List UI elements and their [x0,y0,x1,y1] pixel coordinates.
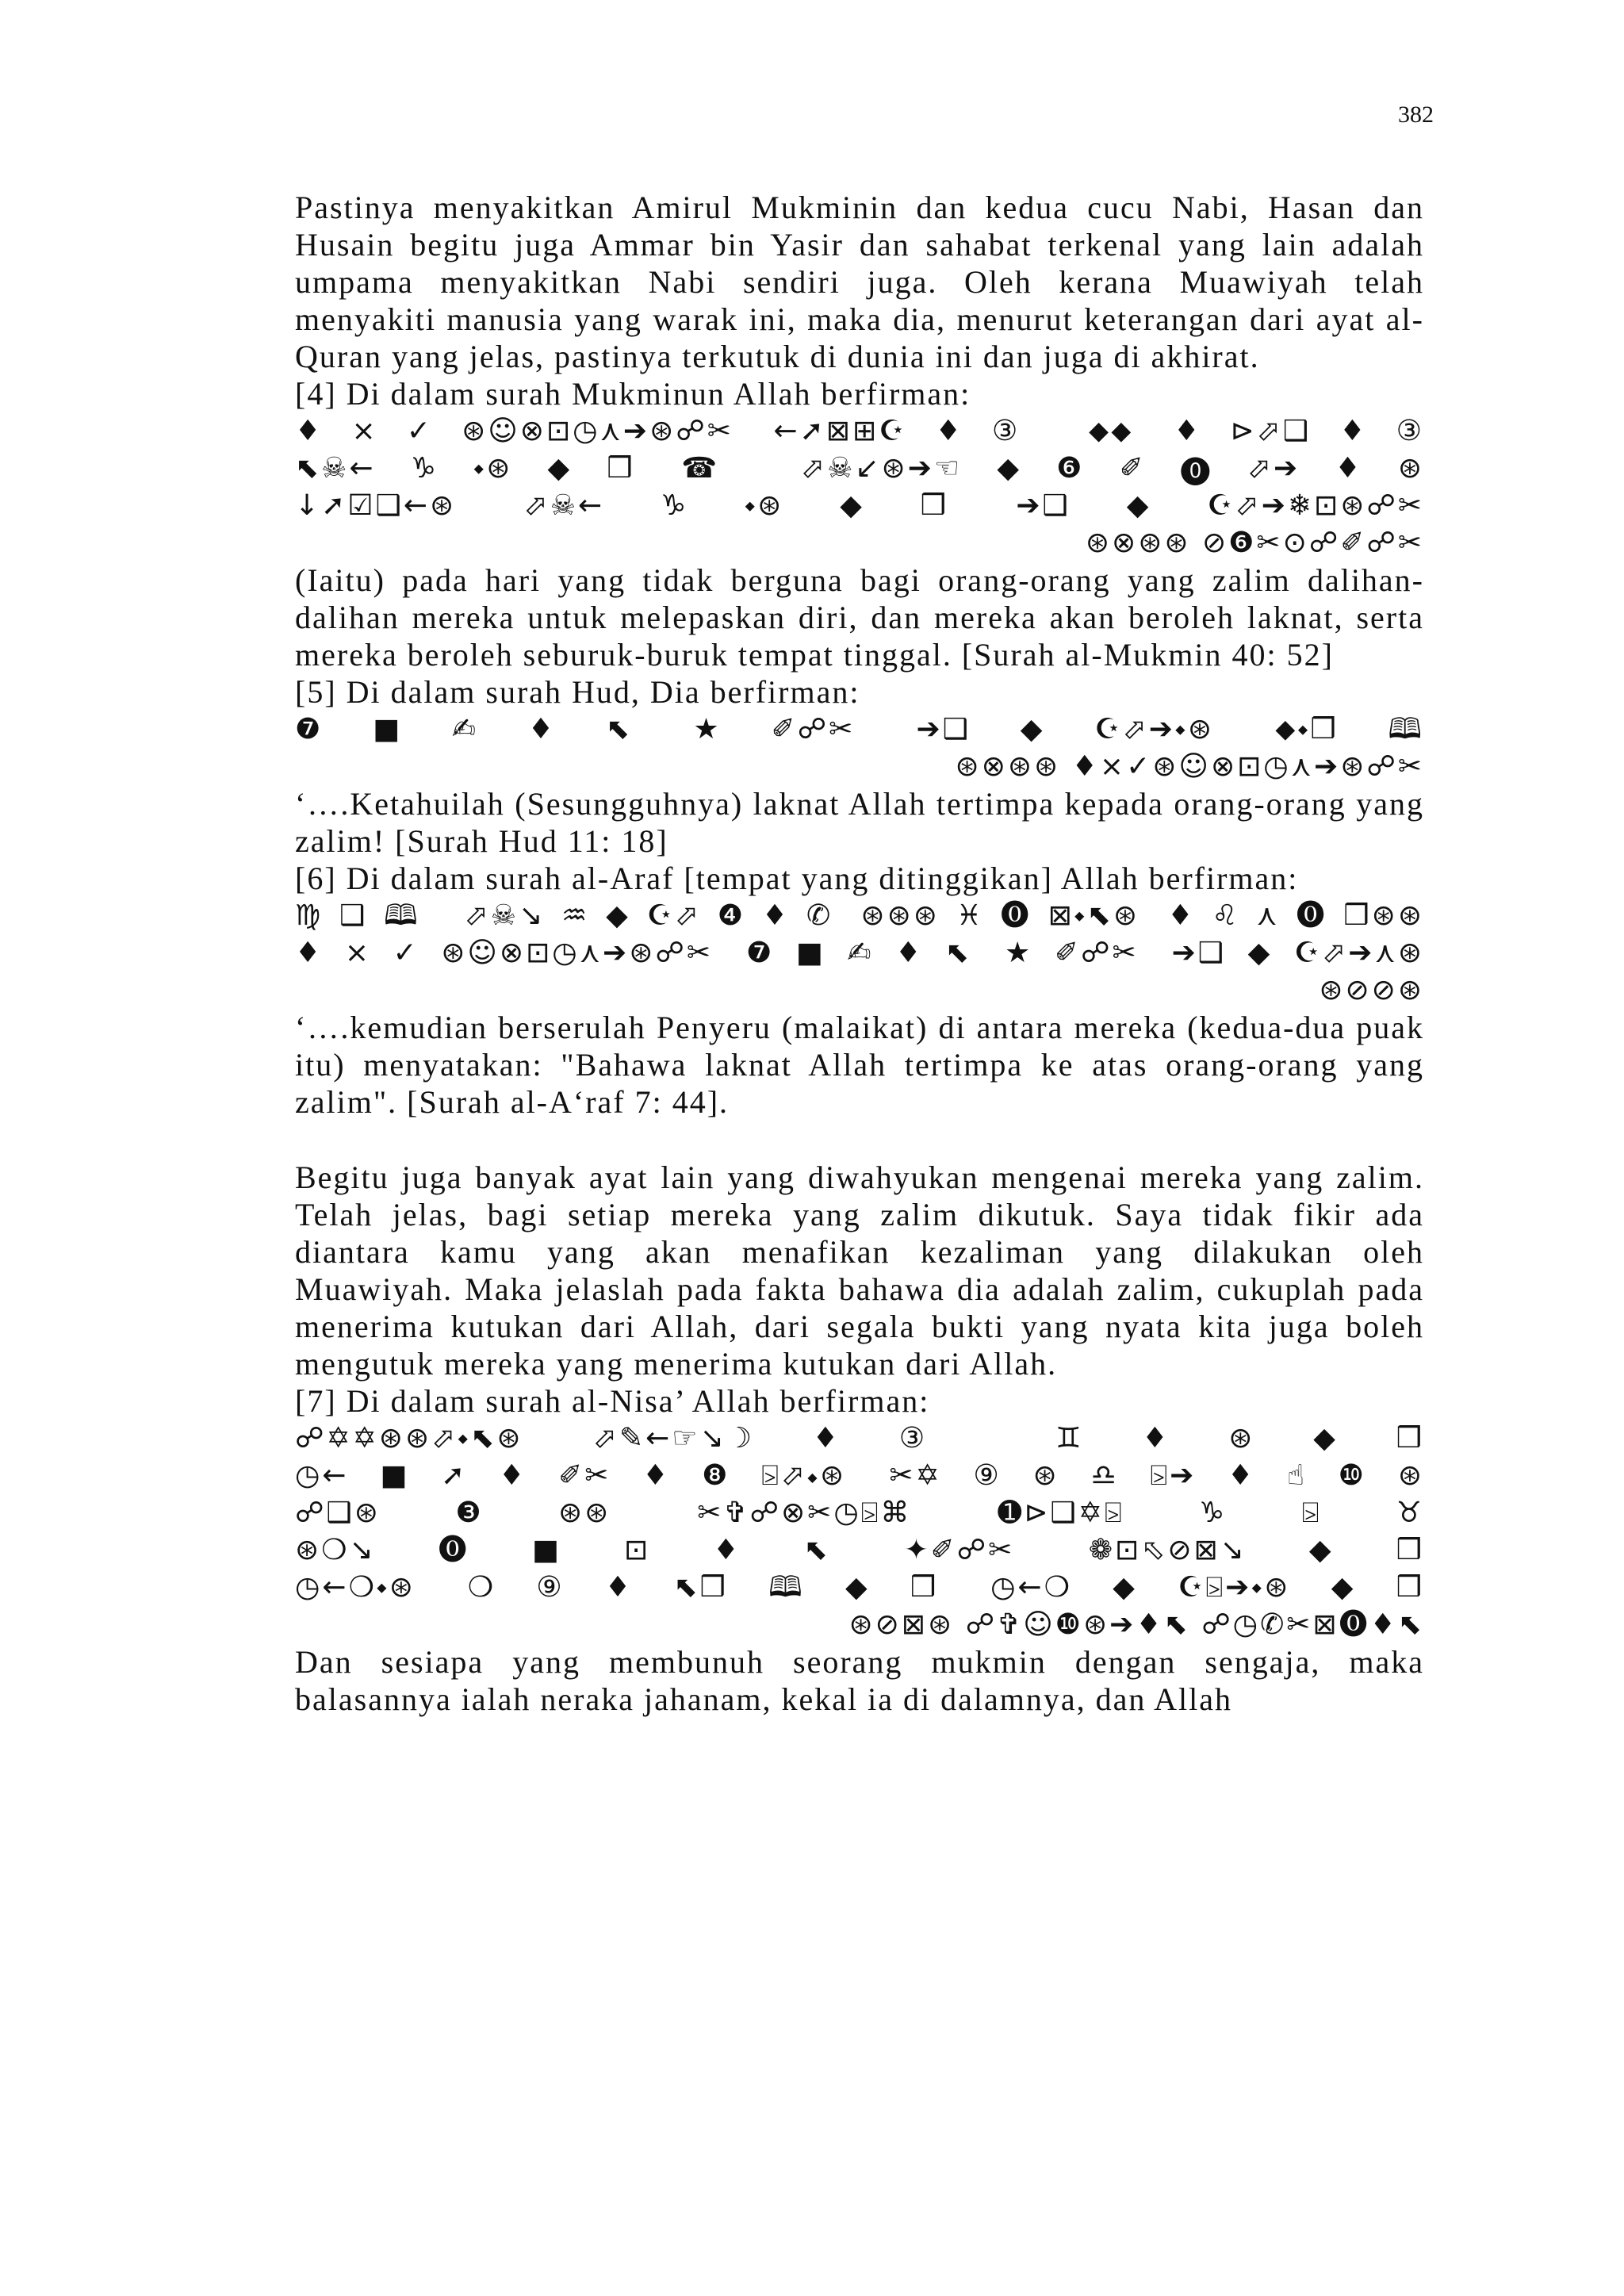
verse-line: ❼■✍♦⬉ ★✐☍✂ ➔❑◆☪⬀➔⬩⊛ ⬥⬩❒🕮 [295,713,1424,746]
section-7-quran-verse [295,1420,1424,1643]
section-6-heading: [6] Di dalam surah al-Araf [tempat yang ditinggikan] Allah berfirman: [295,861,1299,896]
verse-line: ◷←■➚♦✐✂♦❽⍄⬀⬩⊛ ✂✡⑨⊛♎⍄➔♦☝❿⊛ [295,1459,1424,1492]
section-7-translation: Dan sesiapa yang membunuh seorang mukmin dengan sengaja, maka balasannya ialah neraka jahanam, kekal ia di dalamnya, dan Allah [295,1644,1424,1717]
section-6-translation: ‘….kemudian berserulah Penyeru (malaikat) di antara mereka (kedua-dua puak itu) menyatakan: "Bahawa laknat Allah tertimpa ke atas orang-orang yang zalim". [Surah al-A‘raf 7: 44]. [295,1010,1424,1120]
section-4-heading: [4] Di dalam surah Mukminun Allah berfirman: [295,376,971,412]
paragraph-discussion: Begitu juga banyak ayat lain yang diwahyukan mengenai mereka yang zalim. Telah jelas, bagi setiap mereka yang zalim dikutuk. Saya tidak fikir ada diantara kamu yang akan menafikan kezaliman yang dilakukan oleh Muawiyah. Maka jelaslah pada fakta bahawa dia adalah zalim, cukuplah pada menerima kutukan dari Allah, dari segala bukti yang nyata kita juga boleh mengutuk mereka yang menerima kutukan dari Allah. [295,1159,1424,1382]
page-number: 382 [1398,102,1434,128]
verse-line: ⊛⊗⊛⊛ ⊘❻✂⊙☍✐☍✂ [1085,527,1424,559]
verse-line: ♍❑🕮 ⬀☠↘♒◆☪⬀❹♦✆ ⊛⊛⊛♓⓿⊠⬩⬉⊛ ♦♌⋏⓿❒⊛⊛ [295,899,1424,932]
section-4-translation: (Iaitu) pada hari yang tidak berguna bagi orang-orang yang zalim dalihan-dalihan mereka untuk melepaskan diri, dan mereka akan beroleh laknat, serta mereka beroleh seburuk-buruk tempat tinggal. [Surah al-Mukmin 40: 52] [295,562,1424,673]
section-4-quran-verse [295,412,1424,562]
paragraph-intro: Pastinya menyakitkan Amirul Mukminin dan kedua cucu Nabi, Hasan dan Husain begitu juga Ammar bin Yasir dan sahabat terkenal yang lain adalah umpama menyakitkan Nabi sendiri juga. Oleh kerana Muawiyah telah menyakiti manusia yang warak ini, maka dia, menurut keterangan dari ayat al-Quran yang jelas, pastinya terkutuk di dunia ini dan juga di akhirat. [295,190,1424,374]
section-5-translation: ‘….Ketahuilah (Sesungguhnya) laknat Allah tertimpa kepada orang-orang yang zalim! [Surah Hud 11: 18] [295,786,1424,859]
section-5-heading: [5] Di dalam surah Hud, Dia berfirman: [295,674,860,710]
verse-line: ⊛⊘⊘⊛ [1319,974,1424,1006]
verse-line: ♦×✓⊛☺⊗⊡◷⋏➔⊛☍✂ ❼■✍♦⬉ ★✐☍✂ ➔❑◆☪⬀➔⋏⊛ [295,937,1424,969]
verse-line: ⊛⊘⊠⊛ ☍✞☺❿⊛➔♦⬉ ☍◷✆✂⊠⓿♦⬉ [848,1608,1424,1641]
verse-line: ☍❑⊛❸⊛⊛ ✂✞☍⊗✂◷⍄⌘ ➊⊳❑✡⍄♑⍄♉ [295,1497,1424,1529]
verse-line: ⬉☠←♑⬩⊛◆❒ ☎ ⬀☠↙⊛➔☜◆❻✐⓿⬀➔♦⊛ [295,452,1424,485]
section-6-quran-verse [295,897,1424,1009]
section-7-heading: [7] Di dalam surah al-Nisa’ Allah berfirman: [295,1383,930,1419]
section-5-quran-verse [295,711,1424,785]
verse-line: ⊛❍↘⓿■⊡♦⬉ ✦✐☍✂ ❁⊡⬁⊘⊠↘◆❒ [295,1534,1424,1566]
verse-line: ⊛⊗⊛⊛ ♦×✓⊛☺⊗⊡◷⋏➔⊛☍✂ [955,750,1424,783]
page-content [295,189,1424,1718]
verse-line: ♦×✓⊛☺⊗⊡◷⋏➔⊛☍✂ ←➚⊠⊞☪♦③ ⬥⬥ ♦⊳⬀❑♦③ [295,415,1424,447]
verse-line: ☍✡✡⊛⊛⬀⬩⬉⊛ ⬀✎←☞↘☽♦③ ♊♦⊛◆❒ [295,1422,1424,1455]
verse-line: ◷←❍⬩⊛ ❍⑨♦⬉❒🕮◆❒ ◷←❍◆☪⍄➔⬩⊛◆❒ [295,1571,1424,1604]
verse-line: ↓➚☑❑←⊛ ⬀☠←♑⬩⊛◆❒ ➔❑◆☪⬀➔❄⊡⊛☍✂ [295,489,1424,522]
